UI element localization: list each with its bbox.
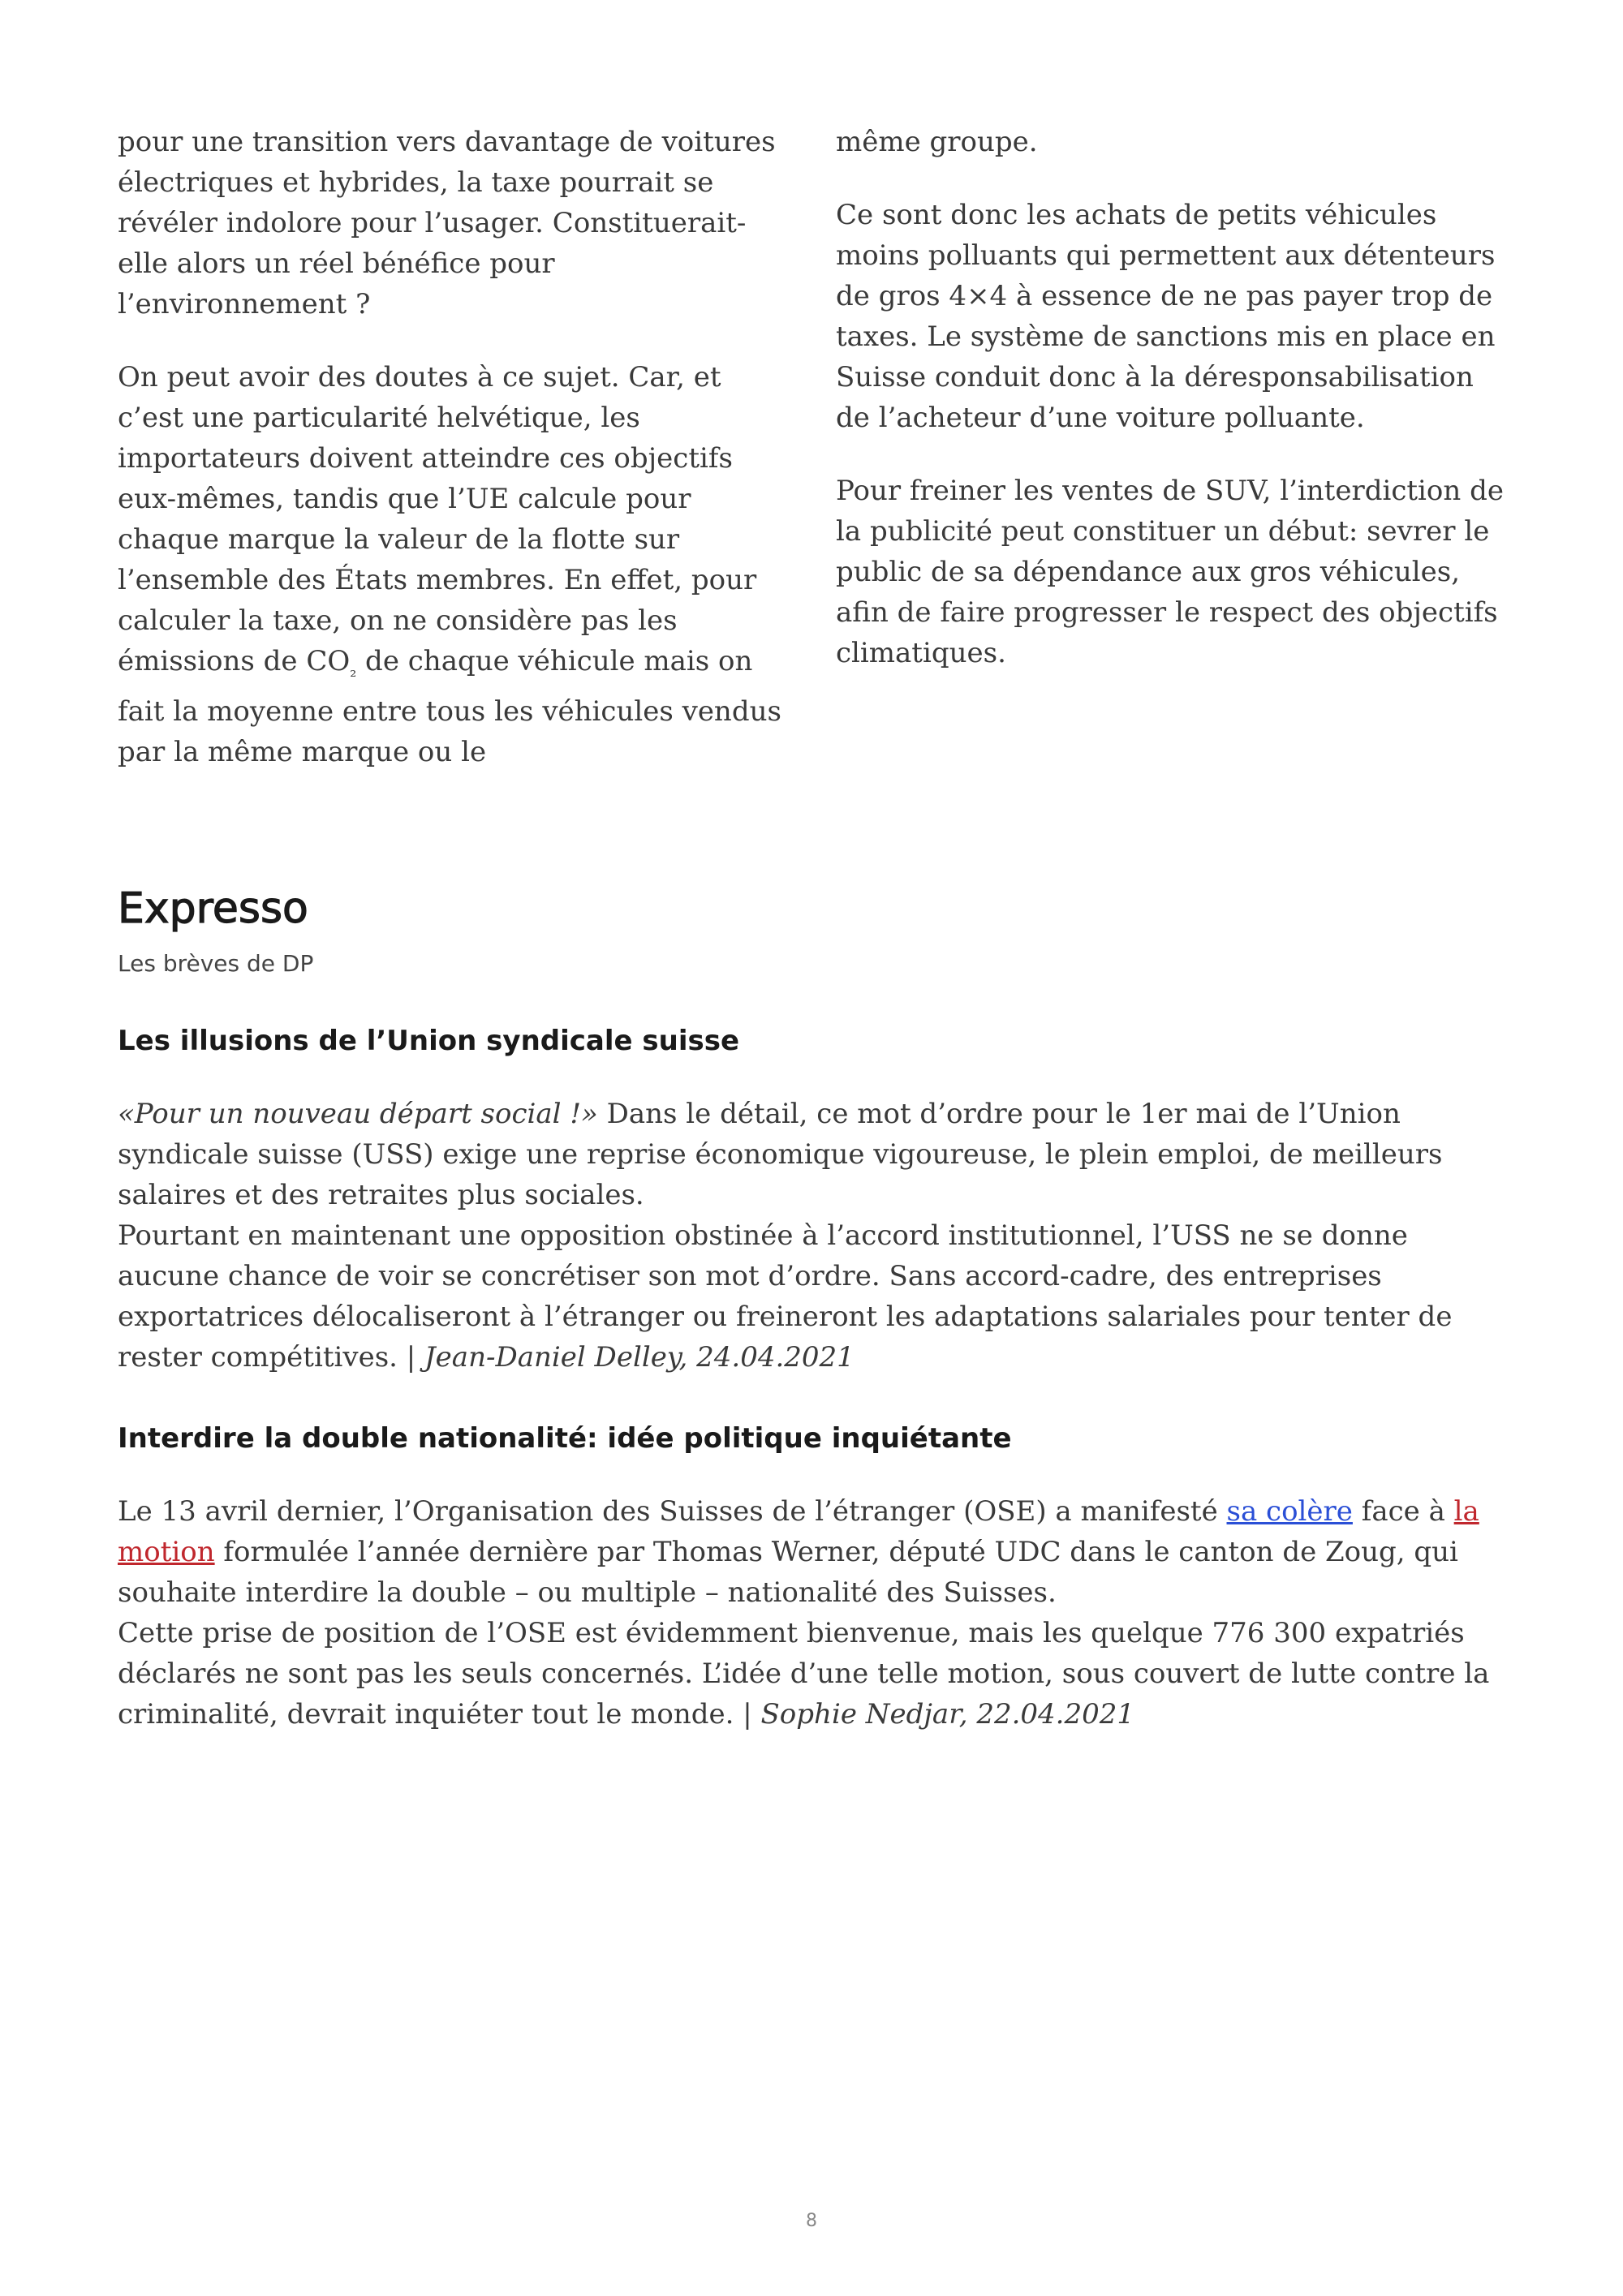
right-column — [836, 122, 1509, 706]
brief-title: Les illusions de l’Union syndicale suisse — [118, 1025, 740, 1057]
brief-text: face à — [1352, 1495, 1454, 1528]
page-number: 8 — [806, 2211, 817, 2231]
section-subtitle: Les brèves de DP — [118, 950, 314, 977]
brief-paragraph — [118, 1094, 1513, 1215]
expresso-section — [118, 876, 1513, 1735]
paragraph: Pour freiner les ventes de SUV, l’interdiction de la publicité peut constituer un début: sevrer le public de sa dépendance aux gros véhicules, afin de faire progresser le respect des objectifs climatiques. — [836, 475, 1504, 669]
brief-double-nationalite — [118, 1418, 1513, 1735]
brief-title: Interdire la double nationalité: idée politique inquiétante — [118, 1422, 1012, 1455]
brief-paragraph — [118, 1491, 1513, 1613]
brief-byline: Sophie Nedjar, 22.04.2021 — [760, 1698, 1134, 1731]
brief-quote: «Pour un nouveau départ social !» — [118, 1098, 598, 1130]
subscript-two: ₂ — [350, 660, 357, 681]
brief-paragraph — [118, 1215, 1513, 1378]
brief-paragraph — [118, 1613, 1513, 1735]
brief-text: formulée l’année dernière par Thomas Werner, député UDC dans le canton de Zoug, qui souhaite interdire la double – ou multiple – nationalité des Suisses. — [118, 1536, 1458, 1609]
left-column — [118, 122, 783, 805]
paragraph-text: de chaque véhicule mais on fait la moyenne entre tous les véhicules vendus par la même marque ou le — [118, 645, 781, 768]
brief-text: Cette prise de position de l’OSE est évidemment bienvenue, mais les quelque 776 300 expatriés déclarés ne sont pas les seuls concernés. L’idée d’une telle motion, sous couvert de lutte contre la criminalité, devrait inquiéter tout le monde. | — [118, 1617, 1490, 1731]
brief-text: Le 13 avril dernier, l’Organisation des Suisses de l’étranger (OSE) a manifesté — [118, 1495, 1227, 1528]
paragraph: même groupe. — [836, 126, 1038, 158]
brief-text: Dans le détail, ce mot d’ordre pour le 1er mai de l’Union syndicale suisse (USS) exige une reprise économique vigoureuse, le plein emploi, de meilleurs salaires et des retraites plus sociales. — [118, 1098, 1443, 1211]
paragraph: Ce sont donc les achats de petits véhicules moins polluants qui permettent aux détenteurs de gros 4×4 à essence de ne pas payer trop de taxes. Le système de sanctions mis en place en Suisse conduit donc à la déresponsabilisation de l’acheteur d’une voiture polluante. — [836, 199, 1496, 434]
paragraph — [118, 357, 783, 772]
brief-uss — [118, 1021, 1513, 1378]
brief-body — [118, 1491, 1513, 1735]
section-title: Expresso — [118, 884, 308, 933]
sa-colere-link[interactable]: sa colère — [1226, 1495, 1353, 1528]
paragraph: pour une transition vers davantage de voitures électriques et hybrides, la taxe pourrait se révéler indolore pour l’usager. Constituerait-elle alors un réel bénéfice pour l’environnement ? — [118, 126, 776, 320]
brief-byline: Jean-Daniel Delley, 24.04.2021 — [424, 1341, 855, 1374]
brief-text: Pourtant en maintenant une opposition obstinée à l’accord institutionnel, l’USS ne se donne aucune chance de voir se concrétiser son mot d’ordre. Sans accord-cadre, des entreprises exportatrices délocaliseront à l’étranger ou freineront les adaptations salariales pour tenter de rester compétitives. | — [118, 1219, 1453, 1374]
motion-link[interactable]: la motion — [118, 1495, 1479, 1568]
paragraph-text: On peut avoir des doutes à ce sujet. Car, et c’est une particularité helvétique, les importateurs doivent atteindre ces objectifs eux-mêmes, tandis que l’UE calcule pour chaque marque la valeur de la flotte sur l’ensemble des États membres. En effet, pour calculer la taxe, on ne considère pas les émissions de CO — [118, 361, 757, 677]
brief-body — [118, 1094, 1513, 1378]
